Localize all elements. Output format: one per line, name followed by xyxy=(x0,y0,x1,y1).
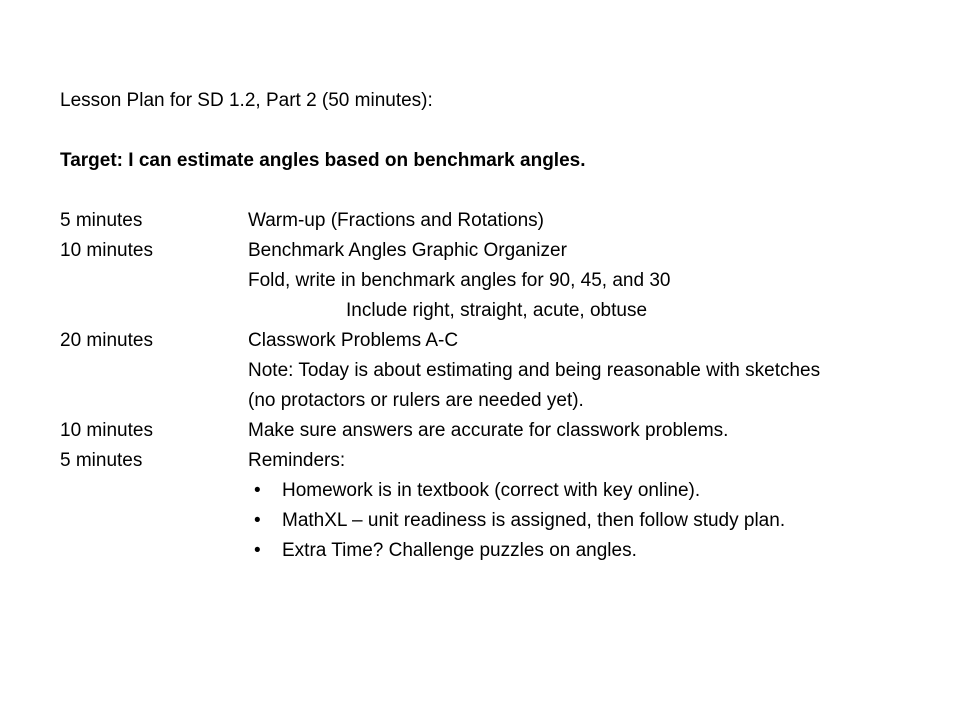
reminder-text: Homework is in textbook (correct with key online). xyxy=(282,480,701,501)
schedule-row-accuracy xyxy=(60,416,940,446)
schedule-detail: Note: Today is about estimating and being reasonable with sketches xyxy=(248,360,821,381)
reminder-text: Extra Time? Challenge puzzles on angles. xyxy=(282,540,637,561)
reminder-item xyxy=(60,536,940,566)
schedule-activity: Make sure answers are accurate for classwork problems. xyxy=(248,420,729,441)
schedule-activity: Benchmark Angles Graphic Organizer xyxy=(248,240,567,261)
reminder-text: MathXL – unit readiness is assigned, then follow study plan. xyxy=(282,510,786,531)
schedule-activity: Warm-up (Fractions and Rotations) xyxy=(248,210,545,231)
lesson-target: Target: I can estimate angles based on benchmark angles. xyxy=(60,150,586,171)
schedule-duration: 5 minutes xyxy=(60,450,143,471)
schedule-row-classwork xyxy=(60,326,940,356)
schedule-detail-indented: Include right, straight, acute, obtuse xyxy=(346,300,648,321)
bullet-icon: • xyxy=(254,540,261,561)
schedule-duration: 20 minutes xyxy=(60,330,153,351)
lesson-plan-title: Lesson Plan for SD 1.2, Part 2 (50 minutes): xyxy=(60,90,433,111)
schedule-duration: 10 minutes xyxy=(60,240,153,261)
schedule-detail: (no protactors or rulers are needed yet). xyxy=(248,390,584,411)
schedule-duration: 10 minutes xyxy=(60,420,153,441)
reminder-item xyxy=(60,506,940,536)
schedule-activity: Classwork Problems A-C xyxy=(248,330,459,351)
reminder-item xyxy=(60,476,940,506)
lesson-plan-content xyxy=(60,86,940,566)
bullet-icon: • xyxy=(254,480,261,501)
schedule-detail: Fold, write in benchmark angles for 90, 45, and 30 xyxy=(248,270,671,291)
schedule-row-warmup xyxy=(60,206,940,236)
schedule-row-benchmark xyxy=(60,236,940,266)
bullet-icon: • xyxy=(254,510,261,531)
schedule-row-reminders xyxy=(60,446,940,476)
schedule-duration: 5 minutes xyxy=(60,210,143,231)
schedule-activity: Reminders: xyxy=(248,450,346,471)
